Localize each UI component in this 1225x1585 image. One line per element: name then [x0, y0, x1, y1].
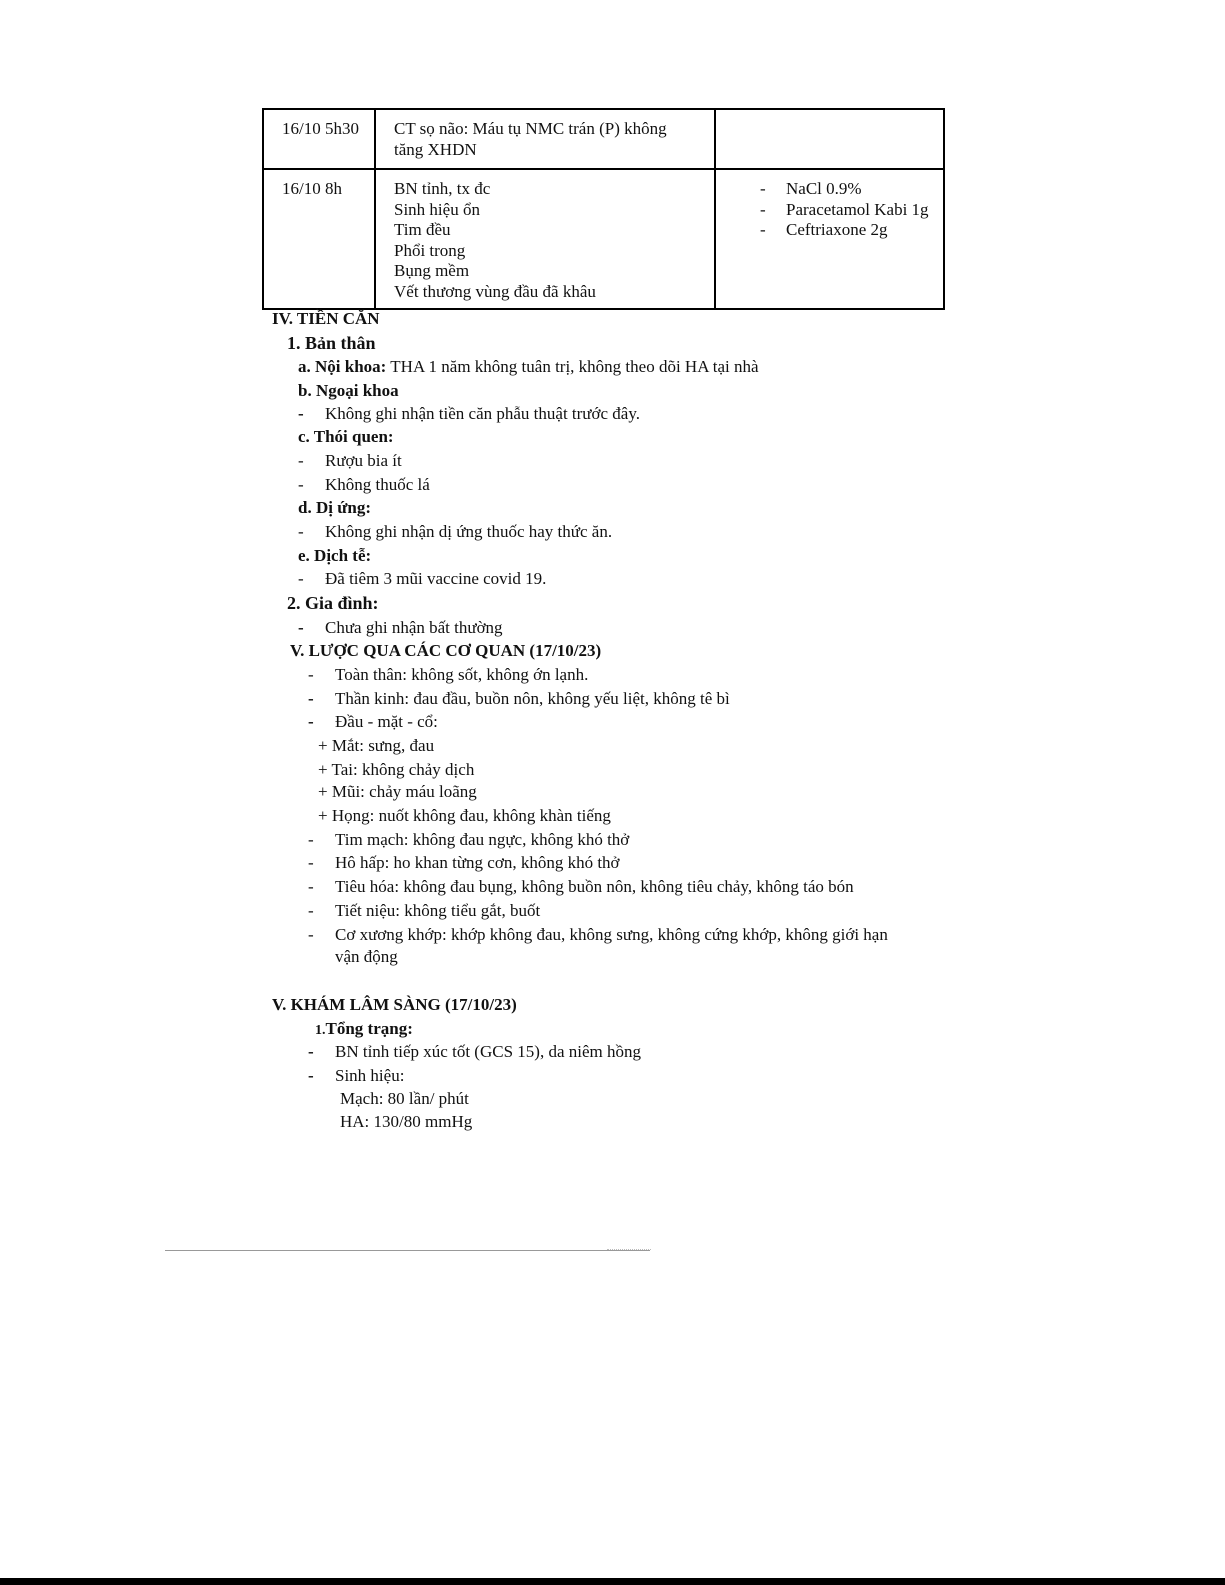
allergy-label: d. Dị ứng: [298, 498, 372, 517]
vital-blood-pressure: HA: 130/80 mmHg [340, 1112, 473, 1131]
heading-self: 1. Bản thân [287, 333, 376, 353]
time-cell: 16/10 5h30 [263, 109, 375, 169]
sub-list-item: + Mắt: sưng, đau [318, 736, 435, 755]
page-bottom-border [0, 1578, 1225, 1585]
list-item: Tiêu hóa: không đau bụng, không buồn nôn, không tiêu chảy, không táo bón [335, 877, 854, 896]
sub-list-item: + Tai: không chảy dịch [318, 760, 475, 779]
list-item: Sinh hiệu: [335, 1066, 405, 1085]
vital-pulse: Mạch: 80 lần/ phút [340, 1089, 469, 1108]
list-item: - NaCl 0.9% [760, 179, 862, 198]
list-item: - Ceftriaxone 2g [760, 220, 888, 239]
bullet-dash: - [308, 1066, 314, 1085]
page-footer-rule [165, 1250, 650, 1251]
internal-medicine-line [298, 357, 759, 377]
heading-general-condition [315, 1019, 413, 1041]
bullet-dash: - [308, 665, 314, 684]
bullet-dash: - [298, 569, 304, 588]
internal-medicine-label: a. Nội khoa: [298, 357, 387, 376]
bullet-dash: - [298, 618, 304, 637]
bullet-dash: - [308, 901, 314, 920]
bullet-dash: - [308, 853, 314, 872]
findings-cell: BN tỉnh, tx đc Sinh hiệu ổn Tim đều Phổi trong Bụng mềm Vết thương vùng đầu đã khâu [375, 169, 715, 309]
list-item: Tim mạch: không đau ngực, không khó thở [335, 830, 630, 849]
list-item: Hô hấp: ho khan từng cơn, không khó thở [335, 853, 620, 872]
bullet-dash: - [298, 404, 304, 423]
list-item: Cơ xương khớp: khớp không đau, không sưng, không cứng khớp, không giới hạn [335, 925, 888, 944]
table-row [263, 169, 944, 309]
page-footer-dots [607, 1249, 651, 1250]
findings-cell: CT sọ não: Máu tụ NMC trán (P) không tăng XHDN [375, 109, 715, 169]
list-item: Toàn thân: không sốt, không ớn lạnh. [335, 665, 589, 684]
bullet-dash: - [308, 830, 314, 849]
list-item: - Paracetamol Kabi 1g [760, 199, 929, 219]
bullet-dash: - [308, 712, 314, 731]
list-item: Thần kinh: đau đầu, buồn nôn, không yếu liệt, không tê bì [335, 689, 730, 708]
list-item: Chưa ghi nhận bất thường [325, 618, 503, 637]
table-row [263, 109, 944, 169]
list-item: Không ghi nhận dị ứng thuốc hay thức ăn. [325, 522, 613, 541]
section-title-clinical-exam: V. KHÁM LÂM SÀNG (17/10/23) [272, 995, 517, 1014]
bullet-dash: - [308, 877, 314, 896]
list-item: Đã tiêm 3 mũi vaccine covid 19. [325, 569, 547, 588]
bullet-dash: - [298, 451, 304, 470]
list-item: Đầu - mặt - cổ: [335, 712, 438, 731]
list-item: Không thuốc lá [325, 475, 430, 494]
epidemiology-label: e. Dịch tễ: [298, 546, 372, 565]
habits-label: c. Thói quen: [298, 427, 394, 446]
section-title-review-of-systems: V. LƯỢC QUA CÁC CƠ QUAN (17/10/23) [290, 641, 602, 660]
sub-list-item: + Họng: nuốt không đau, không khàn tiếng [318, 806, 611, 825]
bullet-dash: - [308, 689, 314, 708]
list-item-continuation: vận động [335, 947, 398, 966]
heading-text: Tổng trạng: [325, 1019, 413, 1038]
heading-family: 2. Gia đình: [287, 593, 379, 613]
section-title-history: IV. TIỀN CĂN [272, 309, 380, 328]
internal-medicine-text: THA 1 năm không tuân trị, không theo dõi HA tại nhà [390, 357, 759, 376]
bullet-dash: - [298, 522, 304, 541]
list-item: Không ghi nhận tiền căn phẫu thuật trước đây. [325, 404, 640, 423]
sub-list-item: + Mũi: chảy máu loãng [318, 782, 477, 801]
surgical-label: b. Ngoại khoa [298, 381, 399, 400]
time-cell: 16/10 8h [263, 169, 375, 309]
clinical-course-table [262, 108, 945, 310]
bullet-dash: - [298, 475, 304, 494]
bullet-dash: - [308, 1042, 314, 1061]
list-item: Rượu bia ít [325, 451, 402, 470]
bullet-dash: - [308, 925, 314, 944]
treatment-cell [715, 169, 944, 309]
heading-number: 1. [315, 1023, 326, 1038]
treatment-cell [715, 109, 944, 169]
list-item: Tiết niệu: không tiểu gắt, buốt [335, 901, 541, 920]
list-item: BN tỉnh tiếp xúc tốt (GCS 15), da niêm hồng [335, 1042, 641, 1061]
